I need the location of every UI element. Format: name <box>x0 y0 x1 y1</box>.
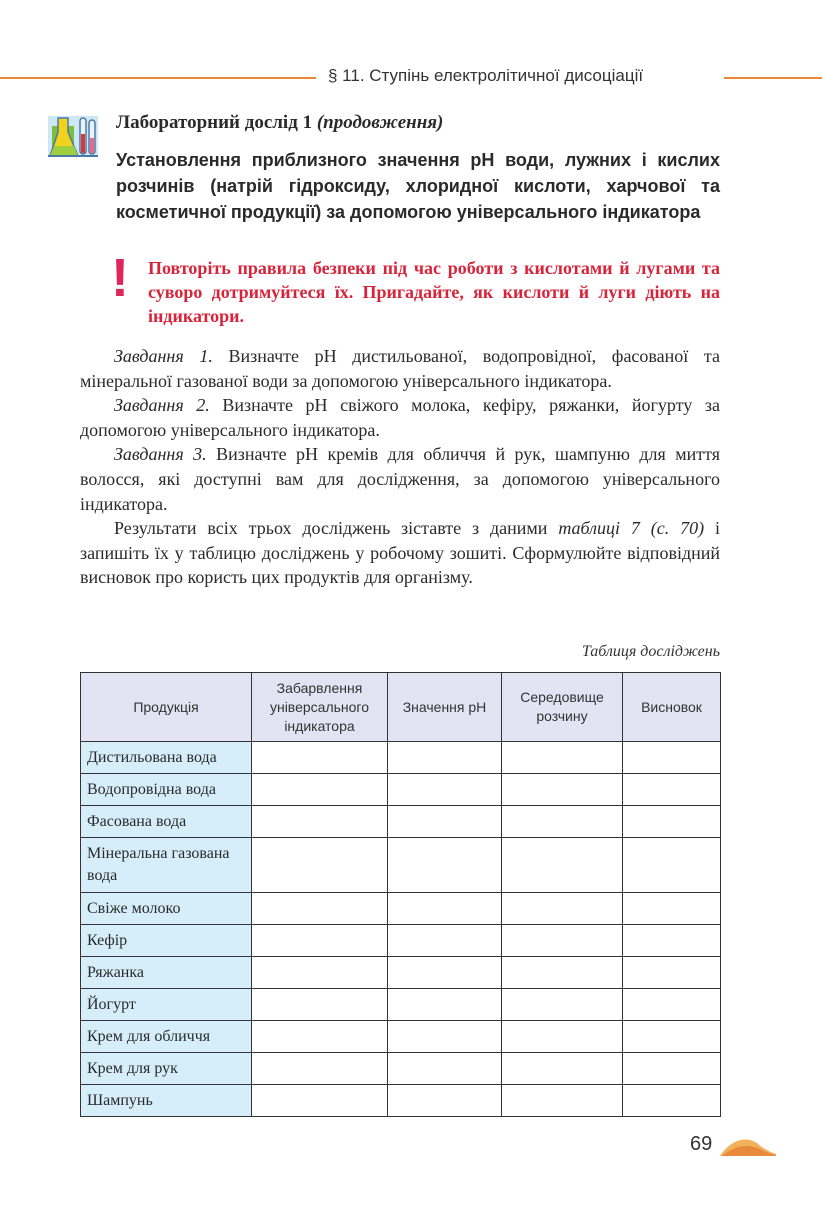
empty-cell <box>502 774 623 806</box>
empty-cell <box>252 742 388 774</box>
empty-cell <box>623 989 721 1021</box>
table-header-row <box>81 673 721 742</box>
empty-cell <box>388 957 502 989</box>
task-section <box>80 344 720 590</box>
task-2 <box>80 393 720 442</box>
product-cell: Кефір <box>81 925 252 957</box>
empty-cell <box>388 925 502 957</box>
column-header: Продукція <box>81 673 252 742</box>
empty-cell <box>252 989 388 1021</box>
empty-cell <box>623 1053 721 1085</box>
table-caption: Таблиця досліджень <box>581 643 720 660</box>
page-corner-ornament-icon <box>718 1134 778 1158</box>
empty-cell <box>388 893 502 925</box>
header-rule-right <box>724 77 822 79</box>
empty-cell <box>502 989 623 1021</box>
task-label: Завдання 1. <box>114 346 213 366</box>
column-header: Забарвлення універсального індикатора <box>252 673 388 742</box>
table-row <box>81 1053 721 1085</box>
empty-cell <box>502 742 623 774</box>
empty-cell <box>623 925 721 957</box>
empty-cell <box>502 1021 623 1053</box>
product-cell: Свіже молоко <box>81 893 252 925</box>
results-paragraph <box>80 516 720 590</box>
table-row <box>81 893 721 925</box>
task-text: Визначте pH дистильованої, водопровідної, фасованої та мінеральної газованої води за допомогою універсального індикатора. <box>80 346 720 391</box>
task-3 <box>80 442 720 516</box>
product-cell: Крем для обличчя <box>81 1021 252 1053</box>
empty-cell <box>252 893 388 925</box>
lab-title <box>116 112 443 134</box>
column-header: Середовище розчину <box>502 673 623 742</box>
lab-subtitle: Установлення приблизного значення pH води, лужних і кислих розчинів (натрій гідроксиду, хлоридної кислоти, харчової та косметичної продукції) за допомогою універсального індикатора <box>116 150 720 222</box>
table-row <box>81 742 721 774</box>
empty-cell <box>252 838 388 893</box>
empty-cell <box>388 1053 502 1085</box>
empty-cell <box>252 957 388 989</box>
product-cell: Водопровідна вода <box>81 774 252 806</box>
empty-cell <box>388 838 502 893</box>
warning-exclamation-icon: ! <box>111 248 129 308</box>
column-header: Значення pH <box>388 673 502 742</box>
task-label: Завдання 3. <box>114 444 207 465</box>
task-text: Визначте pH кремів для обличчя й рук, шампуню для миття волосся, які доступні вам для дослідження, за допомогою універсального індикатора. <box>80 444 720 514</box>
empty-cell <box>388 1085 502 1117</box>
empty-cell <box>252 1021 388 1053</box>
empty-cell <box>623 742 721 774</box>
empty-cell <box>388 806 502 838</box>
research-table <box>80 672 721 1117</box>
empty-cell <box>502 806 623 838</box>
empty-cell <box>623 774 721 806</box>
product-cell: Дистильована вода <box>81 742 252 774</box>
task-1 <box>80 344 720 393</box>
table-reference: таблиці 7 (с. 70) <box>558 518 705 539</box>
column-header: Висновок <box>623 673 721 742</box>
table-row <box>81 989 721 1021</box>
empty-cell <box>502 925 623 957</box>
empty-cell <box>388 1021 502 1053</box>
lab-flask-icon <box>46 112 100 160</box>
product-cell: Шампунь <box>81 1085 252 1117</box>
product-cell: Фасована вода <box>81 806 252 838</box>
table-row <box>81 1021 721 1053</box>
empty-cell <box>252 925 388 957</box>
product-cell: Мінеральна газована вода <box>81 838 252 893</box>
table-row <box>81 957 721 989</box>
empty-cell <box>623 806 721 838</box>
empty-cell <box>502 838 623 893</box>
empty-cell <box>623 957 721 989</box>
empty-cell <box>252 1085 388 1117</box>
product-cell: Йогурт <box>81 989 252 1021</box>
empty-cell <box>502 1085 623 1117</box>
empty-cell <box>623 1085 721 1117</box>
header-rule-left <box>0 77 316 79</box>
product-cell: Ряжанка <box>81 957 252 989</box>
table-row <box>81 925 721 957</box>
empty-cell <box>252 1053 388 1085</box>
table-row <box>81 806 721 838</box>
empty-cell <box>502 893 623 925</box>
page-number: 69 <box>690 1133 713 1155</box>
empty-cell <box>388 774 502 806</box>
table-row <box>81 838 721 893</box>
results-text-2: і запишіть їх у таблицю досліджень у робочому зошиті. Сформулюйте відповідний висновок про користь цих продуктів для організму. <box>80 518 720 588</box>
product-cell: Крем для рук <box>81 1053 252 1085</box>
empty-cell <box>388 989 502 1021</box>
table-row <box>81 1085 721 1117</box>
empty-cell <box>388 742 502 774</box>
lab-title-main: Лабораторний дослід 1 <box>116 112 313 133</box>
task-label: Завдання 2. <box>114 395 210 416</box>
running-header: § 11. Ступінь електролітичної дисоціації <box>328 66 644 85</box>
empty-cell <box>623 1021 721 1053</box>
results-text-1: Результати всіх трьох досліджень зіставте з даними <box>114 518 559 539</box>
empty-cell <box>623 838 721 893</box>
lab-title-suffix: (продовження) <box>316 112 444 133</box>
empty-cell <box>502 957 623 989</box>
empty-cell <box>252 806 388 838</box>
empty-cell <box>502 1053 623 1085</box>
safety-warning: Повторіть правила безпеки під час роботи з кислотами й лугами та суворо дотримуйтеся їх. Пригадайте, як кислоти й луги діють на індикатори. <box>148 258 720 326</box>
table-row <box>81 774 721 806</box>
empty-cell <box>252 774 388 806</box>
task-text: Визначте pH свіжого молока, кефіру, ряжанки, йогурту за допомогою універсального індикатора. <box>80 395 720 440</box>
empty-cell <box>623 893 721 925</box>
